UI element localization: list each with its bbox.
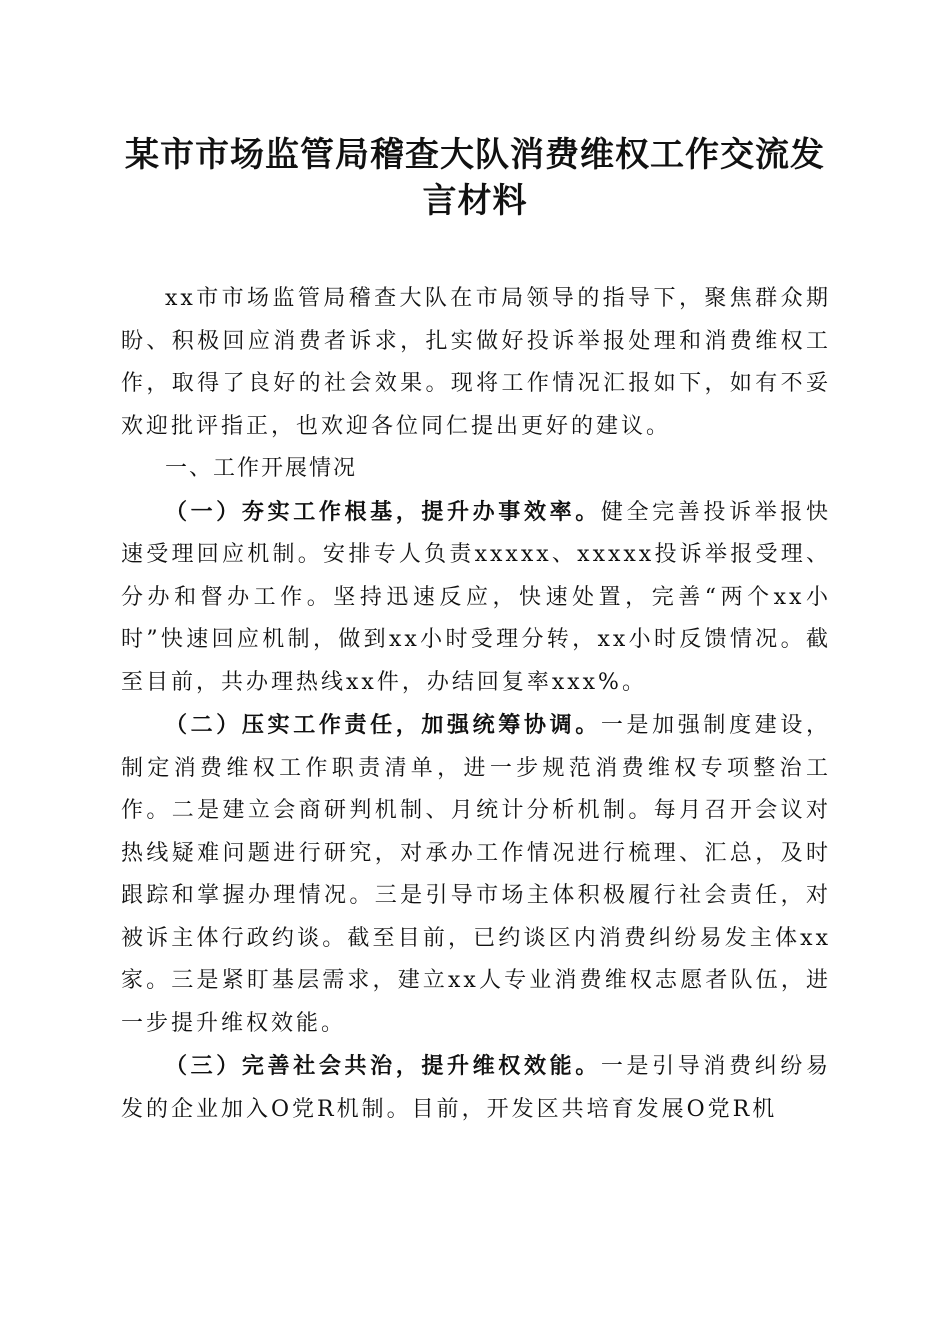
- document-body: [121, 278, 831, 1131]
- item-text-1: 健全完善投诉举报快速受理回应机制。安排专人负责xxxxx、xxxxx投诉举报受理、分办和督办工作。坚持迅速反应，快速处置，完善“两个xx小时”快速回应机制，做到xx小时受理分转，xx小时反馈情况。截至目前，共办理热线xx件，办结回复率xxx%。: [121, 499, 831, 695]
- item-paragraph-2: [121, 704, 831, 1045]
- intro-paragraph: xx市市场监管局稽查大队在市局领导的指导下，聚焦群众期盼、积极回应消费者诉求，扎实做好投诉举报处理和消费维权工作，取得了良好的社会效果。现将工作情况汇报如下，如有不妥欢迎批评指正，也欢迎各位同仁提出更好的建议。: [121, 286, 831, 439]
- section-heading: 一、工作开展情况: [165, 456, 358, 481]
- item-text-2: 一是加强制度建设，制定消费维权工作职责清单，进一步规范消费维权专项整治工作。二是建立会商研判机制、月统计分析机制。每月召开会议对热线疑难问题进行研究，对承办工作情况进行梳理、汇总，及时跟踪和掌握办理情况。三是引导市场主体积极履行社会责任，对被诉主体行政约谈。截至目前，已约谈区内消费纠纷易发主体xx家。三是紧盯基层需求，建立xx人专业消费维权志愿者队伍，进一步提升维权效能。: [121, 713, 831, 1036]
- item-paragraph-3: [121, 1045, 831, 1131]
- item-text-3: 一是引导消费纠纷易发的企业加入O党R机制。目前，开发区共培育发展O党R机: [121, 1054, 831, 1122]
- item-lead-3: （三）完善社会共治，提升维权效能。: [165, 1053, 601, 1079]
- document-title: 某市市场监管局稽查大队消费维权工作交流发言材料: [125, 135, 825, 221]
- item-paragraph-1: [121, 491, 831, 705]
- item-lead-1: （一）夯实工作根基，提升办事效率。: [165, 498, 601, 525]
- item-lead-2: （二）压实工作责任，加强统筹协调。: [165, 712, 601, 738]
